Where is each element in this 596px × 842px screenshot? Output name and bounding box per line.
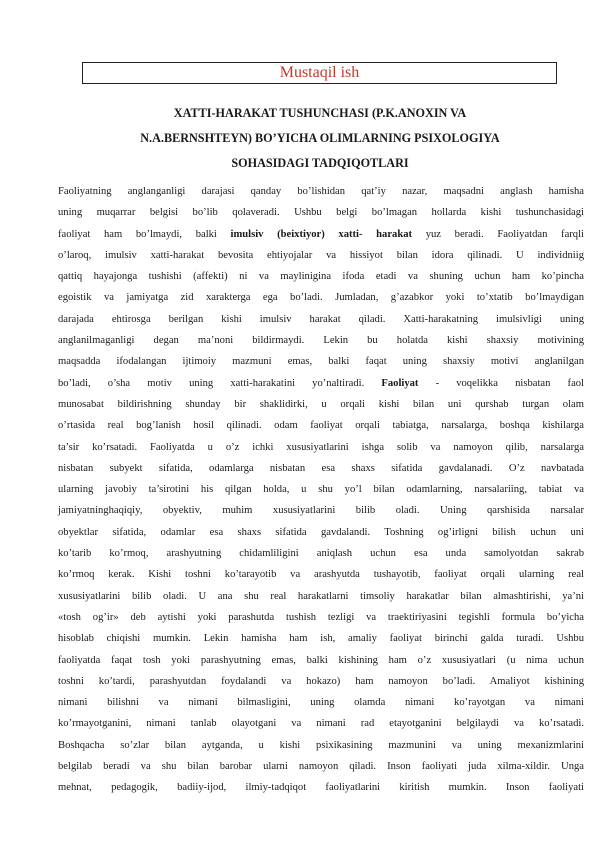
text-run: faoliyat ham bo’lmaydi, balki — [58, 228, 231, 240]
text-line: qattiq hayajonga tushishi (affekti) ni va maylinigina ifoda etadi va shuning uchun ham ko’pincha — [58, 271, 584, 283]
header-label: Mustaqil ish — [279, 64, 360, 81]
text-line: ko’rmayotganini, nimani tanlab olayotgani va nimani rad etayotganini belgilaydi va ko’rsatadi. — [58, 718, 584, 730]
text-line: toshni ko’tardi, parashyutdan foydalandi va hokazo) ham namoyon bo’ladi. Amaliyot kishining — [58, 675, 584, 687]
document-heading — [70, 101, 570, 176]
header-box — [82, 62, 557, 84]
text-line — [58, 373, 584, 394]
text-line: munosabat bildirishning shunday bir shaklidirki, u orqali kishi bilan uni qurshab turgan olam — [58, 398, 584, 410]
text-line: ta’sir ko’rsatadi. Faoliyatda u o’z ichki xususiyatlarini ishga solib va namoyon qilib, narsalarga — [58, 441, 584, 453]
text-line: obyektlar sifatida, odamlar esa shaxs sifatida gavdalandi. Toshning og’irligni bilish uchun uni — [58, 526, 584, 538]
text-line: mehnat, pedagogik, badiiy-ijod, ilmiy-tadqiqot faoliyatlarini kiritish mumkin. Inson faoliyati — [58, 782, 584, 794]
text-line: nisbatan subyekt sifatida, odamlarga nisbatan esa shaxs sifatida gavdalanadi. O’z navbatada — [58, 462, 584, 474]
text-line: anglanilmaganligi degan ma’noni bildirmaydi. Lekin bu holatda kishi shaxsiy motivining — [58, 335, 584, 347]
text-line: ko’rmoq kerak. Kishi toshni ko’tarayotib va arashyutda tushayotib, faoliyat orqali ularning real — [58, 569, 584, 581]
heading-line: N.A.BERNSHTEYN) BO’YICHA OLIMLARNING PSIXOLOGIYA — [140, 131, 500, 145]
text-line: «tosh og’ir» deb aytishi yoki parashutda tushish tezligi va traektiriyasini tegishli formula bo’yicha — [58, 611, 584, 623]
text-line: egoistik va jamiyatga zid xarakterga ega bo’ladi. Jumladan, g’azabkor yoki to’xtatib bo’lmaydigan — [58, 292, 584, 304]
heading-line: SOHASIDAGI TADQIQOTLARI — [231, 156, 409, 170]
text-line: hisoblab chiqishi mumkin. Lekin hamisha ham ish, amaliy faoliyat birinchi galda turadi. Ushbu — [58, 633, 584, 645]
bold-term: Faoliyat — [381, 377, 419, 389]
text-line: xususiyatlarini bilib oladi. U ana shu real harakatlarni timsoliy harakatlar bilan almashtirishi, ya’ni — [58, 590, 584, 602]
text-line: darajada ehtirosga berilgan kishi imulsiv harakat qiladi. Xatti-harakatning imulsivligi uning — [58, 313, 584, 325]
text-line: Boshqacha so’zlar bilan aytganda, u kishi psixikasining mazmunini va uning mexanizmlarini — [58, 739, 584, 751]
text-run: - voqelikka nisbatan faol — [418, 377, 585, 389]
text-line: faoliyatda faqat tosh yoki parashyutning emas, balki kishining ham o’z xususiyatlari (u nima uchun — [58, 654, 584, 666]
heading-line: XATTI-HARAKAT TUSHUNCHASI (P.K.ANOXIN VA — [173, 106, 467, 120]
text-line: ularning javobiy ta’sirotini his qilgan holda, u shu yo’l bilan odamlarning, narsalariing, tabiat va — [58, 484, 584, 496]
text-line: belgilab beradi va shu bilan barobar ularni namoyon qiladi. Inson faoliyati juda xilma-xildir. Unga — [58, 761, 584, 773]
bold-term: imulsiv (beixtiyor) xatti- harakat — [230, 228, 413, 240]
body-paragraph — [58, 181, 584, 799]
text-line: jamiyatninghaqiqiy, obyektiv, muhim xususiyatlarini bilib oladi. Uning qarshisida narsalar — [58, 505, 584, 517]
text-line: maqsadda ifodalangan ijtimoiy mazmuni emas, balki faqat uning shaxsiy motivi anglanilgan — [58, 356, 584, 368]
text-line: o’rtasida real bog’lanish hosil qilinadi. odam faoliyat orqali tabiatga, narsalarga, boshqa kishilarga — [58, 420, 584, 432]
text-line: Faoliyatning anglanganligi darajasi qanday bo’lishidan qat’iy nazar, maqsadni anglash hamisha — [58, 186, 584, 197]
text-line: nimani bilishni va nimani bilmasligini, uning olamda nimani ko’rayotgan va nimani — [58, 697, 584, 709]
text-line: o’laroq, imulsiv xatti-harakat bevosita ehtiyojalar va hissiyot bilan idora qilinadi. U individniig — [58, 249, 584, 261]
text-line — [58, 224, 584, 245]
text-line: uning muqarrar belgisi bo’lib qolaveradi. Ushbu belgi bo’lmagan hollarda kishi tushunchasidagi — [58, 207, 584, 219]
text-run: yuz beradi. Faoliyatdan farqli — [412, 228, 584, 240]
text-line: ko’tarib ko’rmoq, arashyutning chidamliligini aniqlash uchun esa unda samolyotdan sakrab — [58, 548, 584, 560]
text-run: bo’ladi, o’sha motiv uning xatti-harakatini yo’naltiradi. — [58, 377, 382, 389]
